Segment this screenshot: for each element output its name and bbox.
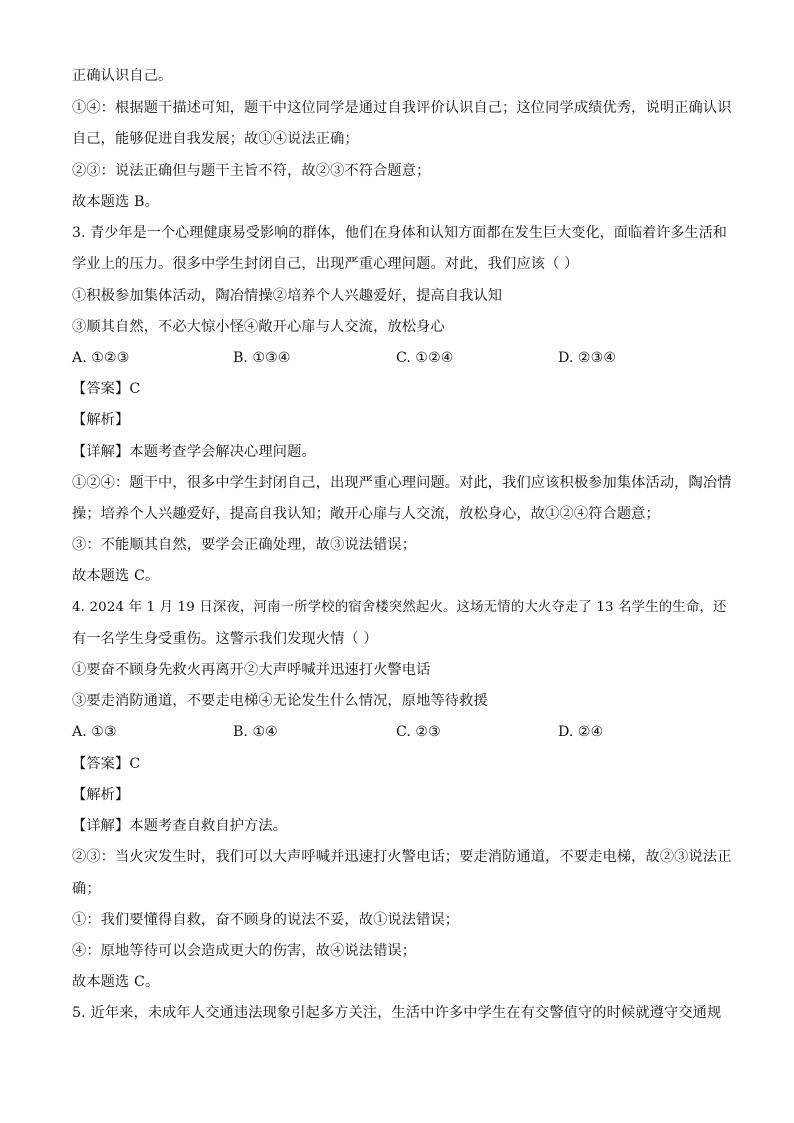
q5-stem-line-1: 5. 近年来，未成年人交通违法现象引起多方关注，生活中许多中学生在有交警值守的时候就遵守交通规: [72, 1005, 722, 1021]
q3-item-line-2: ③顺其自然，不必大惊小怪④敞开心扉与人交流，放松身心: [72, 319, 445, 335]
q4-explanation-line-4: ④：原地等待可以会造成更大的伤害，故④说法错误；: [72, 943, 417, 959]
q4-answer: 【答案】C: [72, 756, 141, 772]
q3-explanation-line-2: 操；培养个人兴趣爱好，提高自我认知；敞开心扉与人交流，放松身心，故①②④符合题意；: [72, 506, 660, 522]
q2-tail-line-4: ②③：说法正确但与题干主旨不符，故②③不符合题意；: [72, 163, 431, 179]
q4-item-line-2: ③要走消防通道，不要走电梯④无论发生什么情况，原地等待救援: [72, 693, 488, 709]
q4-option-c: C. ②③: [396, 724, 441, 740]
q3-explanation-line-1: ①②④：题干中，很多中学生封闭自己，出现严重心理问题。对此，我们应该积极参加集体活动，陶冶情: [72, 475, 732, 491]
q3-explanation-line-3: ③：不能顺其自然，要学会正确处理，故③说法错误；: [72, 537, 417, 553]
q3-stem-line-1: 3. 青少年是一个心理健康易受影响的群体，他们在身体和认知方面都在发生巨大变化，面临着许多生活和: [72, 225, 728, 241]
q2-tail-line-2: ①④：根据题干描述可知，题干中这位同学是通过自我评价认识自己；这位同学成绩优秀，说明正确认识: [72, 100, 732, 116]
q3-option-d: D. ②③④: [558, 350, 617, 366]
q4-explanation-line-3: ①：我们要懂得自救，奋不顾身的说法不妥，故①说法错误；: [72, 912, 460, 928]
q4-explanation-line-2: 确；: [72, 881, 101, 897]
q4-analysis-heading: 【解析】: [72, 787, 130, 803]
q2-tail-line-1: 正确认识自己。: [72, 68, 173, 84]
q4-option-b: B. ①④: [233, 724, 278, 740]
q4-stem-line-1: 4. 2024 年 1 月 19 日深夜，河南一所学校的宿舍楼突然起火。这场无情的大火夺走了 13 名学生的生命，还: [72, 600, 727, 615]
q4-stem-line-2: 有一名学生身受重伤。这警示我们发现火情（ ）: [72, 631, 378, 647]
q3-option-b: B. ①③④: [233, 350, 291, 366]
q3-stem-line-2: 学业上的压力。很多中学生封闭自己，出现严重心理问题。对此，我们应该（ ）: [72, 256, 579, 272]
q4-item-line-1: ①要奋不顾身先救火再离开②大声呼喊并迅速打火警电话: [72, 662, 431, 678]
q2-tail-line-3: 自己，能够促进自我发展；故①④说法正确；: [72, 131, 359, 147]
q3-detail: 【详解】本题考查学会解决心理问题。: [72, 444, 316, 460]
q4-option-a: A. ①③: [72, 724, 117, 740]
q3-answer: 【答案】C: [72, 381, 141, 397]
q3-conclusion: 故本题选 C。: [72, 568, 160, 584]
q3-option-c: C. ①②④: [396, 350, 454, 366]
q4-detail: 【详解】本题考查自救自护方法。: [72, 818, 288, 834]
q3-item-line-1: ①积极参加集体活动，陶冶情操②培养个人兴趣爱好，提高自我认知: [72, 288, 503, 304]
q2-conclusion: 故本题选 B。: [72, 194, 159, 210]
q4-conclusion: 故本题选 C。: [72, 974, 160, 990]
q3-analysis-heading: 【解析】: [72, 412, 130, 428]
q4-option-d: D. ②④: [558, 724, 604, 740]
q4-explanation-line-1: ②③：当火灾发生时，我们可以大声呼喊并迅速打火警电话；要走消防通道，不要走电梯，故②③说法正: [72, 849, 732, 865]
q3-option-a: A. ①②③: [72, 350, 130, 366]
